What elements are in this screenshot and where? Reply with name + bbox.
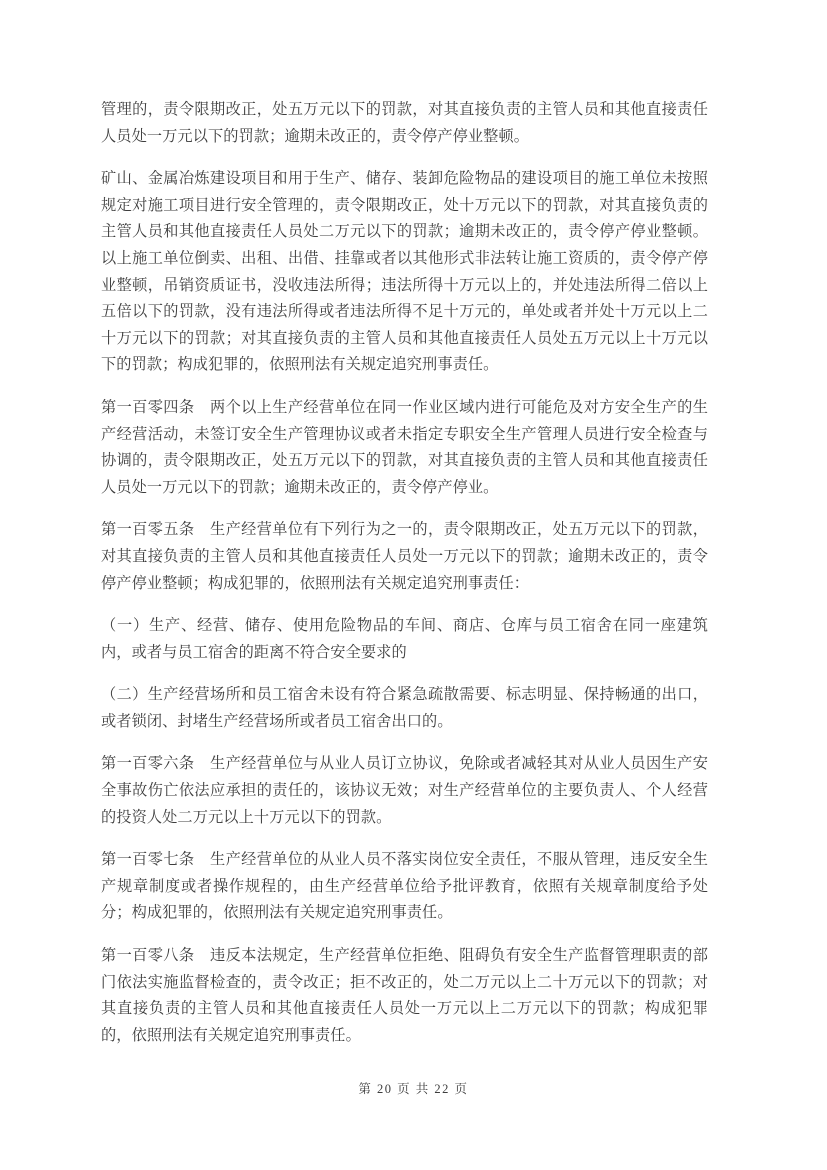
paragraph-article-105: 第一百零五条 生产经营单位有下列行为之一的，责令限期改正，处五万元以下的罚款，对其直接负责的主管人员和其他直接责任人员处一万元以下的罚款；逾期未改正的，责令停产停业整顿；构成犯罪的，依照刑法有关规定追究刑事责任： [101,521,708,592]
paragraph-article-105-item-1: （一）生产、经营、储存、使用危险物品的车间、商店、仓库与员工宿舍在同一座建筑内，或者与员工宿舍的距离不符合安全要求的 [101,617,708,661]
page-footer [0,1080,827,1098]
paragraph-article-108: 第一百零八条 违反本法规定，生产经营单位拒绝、阻碍负有安全生产监督管理职责的部门依法实施监督检查的，责令改正；拒不改正的，处二万元以上二十万元以下的罚款；对其直接负责的主管人员和其他直接责任人员处一万元以上二万元以下的罚款；构成犯罪的，依照刑法有关规定追究刑事责任。 [101,947,708,1044]
paragraph-article-107: 第一百零七条 生产经营单位的从业人员不落实岗位安全责任，不服从管理，违反安全生产规章制度或者操作规程的，由生产经营单位给予批评教育，依照有关规章制度给予处分；构成犯罪的，依照刑法有关规定追究刑事责任。 [101,851,708,922]
paragraph-2-construction-penalty: 矿山、金属冶炼建设项目和用于生产、储存、装卸危险物品的建设项目的施工单位未按照规定对施工项目进行安全管理的，责令限期改正，处十万元以下的罚款，对其直接负责的主管人员和其他直接责任人员处二万元以下的罚款；逾期未改正的，责令停产停业整顿。以上施工单位倒卖、出租、出借、挂靠或者以其他形式非法转让施工资质的，责令停产停业整顿，吊销资质证书，没收违法所得；违法所得十万元以上的，并处违法所得二倍以上五倍以下的罚款，没有违法所得或者违法所得不足十万元的，单处或者并处十万元以上二十万元以下的罚款；对其直接负责的主管人员和其他直接责任人员处五万元以上十万元以下的罚款；构成犯罪的，依照刑法有关规定追究刑事责任。 [101,170,708,374]
paragraph-article-106: 第一百零六条 生产经营单位与从业人员订立协议，免除或者减轻其对从业人员因生产安全事故伤亡依法应承担的责任的，该协议无效；对生产经营单位的主要负责人、个人经营的投资人处二万元以上十万元以下的罚款。 [101,755,708,826]
document-body [101,97,708,1065]
paragraph-1-continuation: 管理的，责令限期改正，处五万元以下的罚款，对其直接负责的主管人员和其他直接责任人员处一万元以下的罚款；逾期未改正的，责令停产停业整顿。 [101,101,708,145]
paragraph-article-104: 第一百零四条 两个以上生产经营单位在同一作业区域内进行可能危及对方安全生产的生产经营活动，未签订安全生产管理协议或者未指定专职安全生产管理人员进行安全检查与协调的，责令限期改正，处五万元以下的罚款，对其直接负责的主管人员和其他直接责任人员处一万元以下的罚款；逾期未改正的，责令停产停业。 [101,398,708,496]
page-number-indicator: 第 20 页 共 22 页 [358,1082,469,1096]
paragraph-article-105-item-2: （二）生产经营场所和员工宿舍未设有符合紧急疏散需要、标志明显、保持畅通的出口，或者锁闭、封堵生产经营场所或者员工宿舍出口的。 [101,686,708,730]
